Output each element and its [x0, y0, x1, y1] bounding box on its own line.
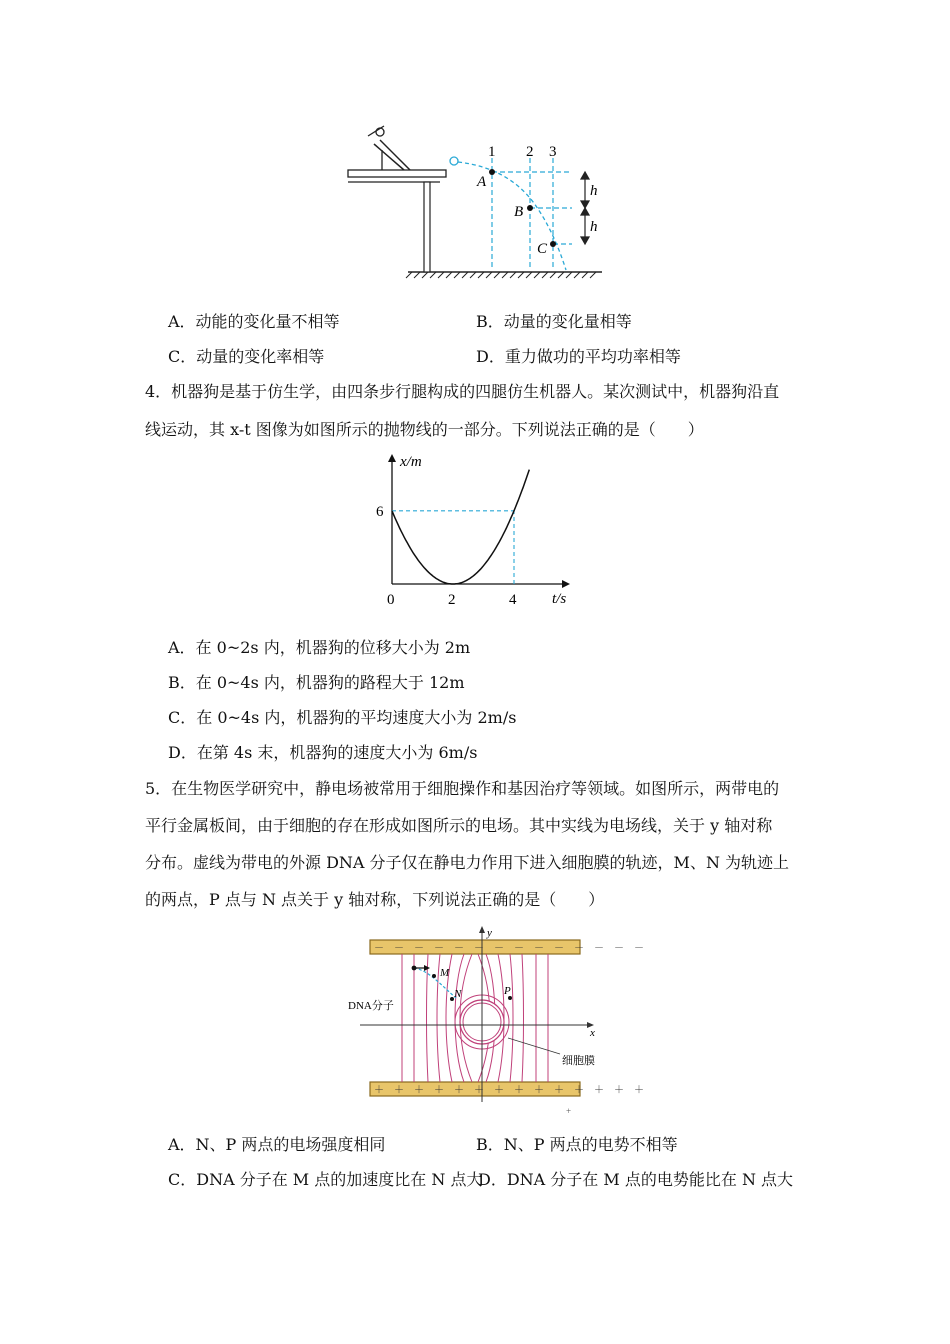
- x-axis-label: t/s: [552, 591, 567, 607]
- field-figure: [340, 922, 644, 1122]
- point-c-label: C: [537, 241, 548, 257]
- h-label-upper: h: [590, 183, 598, 199]
- xt-parabola: [392, 470, 529, 584]
- q5-stem-line3: 分布。虚线为带电的外源 DNA 分子仅在静电力作用下进入细胞膜的轨迹，M、N 为轨迹上: [145, 853, 790, 872]
- q4-stem-line2: 线运动，其 x-t 图像为如图所示的抛物线的一部分。下列说法正确的是（ ）: [145, 420, 704, 439]
- q3-option-b: B．动量的变化量相等: [476, 312, 632, 331]
- y-axis-arrow: [388, 454, 396, 462]
- q4-option-c: C．在 0~4s 内，机器狗的平均速度大小为 2m/s: [168, 708, 517, 727]
- q4-option-a: A．在 0~2s 内，机器狗的位移大小为 2m: [168, 638, 471, 657]
- q3-option-d: D．重力做功的平均功率相等: [476, 347, 681, 366]
- q5-option-d: D．DNA 分子在 M 点的电势能比在 N 点大: [478, 1170, 794, 1189]
- q4-stem-line1: 4．机器狗是基于仿生学，由四条步行腿构成的四腿仿生机器人。某次测试中，机器狗沿直: [145, 382, 780, 401]
- p-label: P: [504, 985, 511, 997]
- point-a-label: A: [477, 174, 487, 190]
- projectile-figure: [340, 122, 610, 282]
- m-label: M: [440, 967, 450, 979]
- q5-option-c: C．DNA 分子在 M 点的加速度比在 N 点大: [168, 1170, 483, 1189]
- stray-plus: +: [566, 1106, 572, 1116]
- line-2-label: 2: [526, 144, 534, 160]
- x-tick-label: 4: [509, 592, 517, 608]
- membrane-label: 细胞膜: [562, 1055, 595, 1067]
- field-x-label: x: [590, 1027, 595, 1039]
- dna-label: DNA分子: [348, 1000, 394, 1012]
- y-axis-label: x/m: [400, 454, 422, 470]
- q4-option-b: B．在 0~4s 内，机器狗的路程大于 12m: [168, 673, 465, 692]
- q4-option-d: D．在第 4s 末，机器狗的速度大小为 6m/s: [168, 743, 478, 762]
- field-y-label: y: [487, 927, 492, 939]
- q5-option-a: A．N、P 两点的电场强度相同: [168, 1135, 386, 1154]
- q3-option-c: C．动量的变化率相等: [168, 347, 325, 366]
- point-b-label: B: [514, 204, 524, 220]
- q3-option-a: A．动能的变化量不相等: [168, 312, 340, 331]
- bottom-plate-charges: ＋ ＋ ＋ ＋ ＋ ＋ ＋ ＋ ＋ ＋ ＋ ＋ ＋ ＋: [374, 1085, 644, 1096]
- q5-option-b: B．N、P 两点的电势不相等: [476, 1135, 678, 1154]
- line-1-label: 1: [488, 144, 496, 160]
- n-label: N: [454, 988, 462, 1000]
- q5-stem-line2: 平行金属板间，由于细胞的存在形成如图所示的电场。其中实线为电场线，关于 y 轴对称: [145, 816, 773, 835]
- y-tick-label: 6: [376, 503, 384, 520]
- q5-stem-line4: 的两点，P 点与 N 点关于 y 轴对称，下列说法正确的是（ ）: [145, 890, 605, 909]
- h-label-lower: h: [590, 219, 598, 235]
- line-3-label: 3: [549, 144, 557, 160]
- x-tick-label: 2: [448, 592, 456, 608]
- q5-stem-line1: 5．在生物医学研究中，静电场被常用于细胞操作和基因治疗等领域。如图所示，两带电的: [145, 779, 780, 798]
- x-tick-label: 0: [387, 592, 395, 608]
- xt-graph: [360, 446, 590, 611]
- top-plate-charges: － － － － － － － － － － － － － －: [374, 943, 644, 954]
- x-axis-arrow: [562, 580, 570, 588]
